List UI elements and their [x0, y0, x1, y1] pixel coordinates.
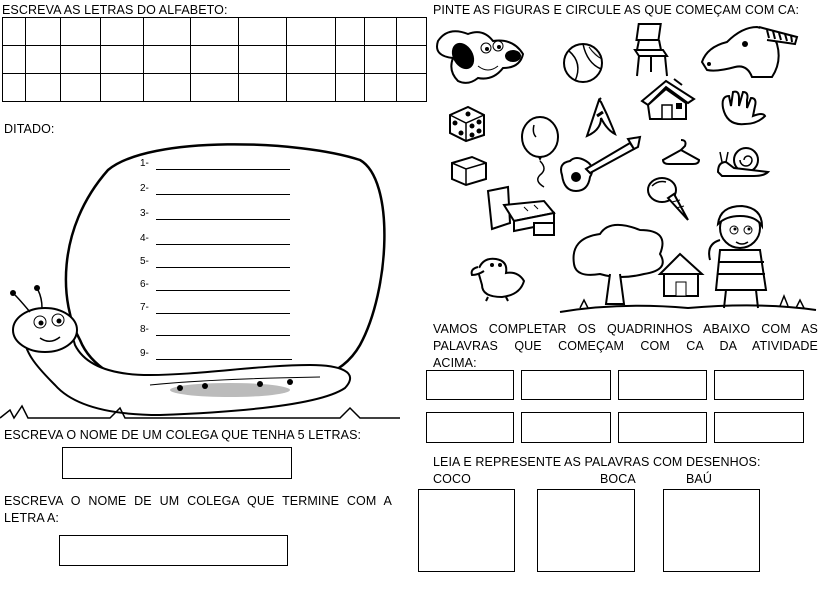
answer-box[interactable]: [714, 370, 804, 400]
grid-cell[interactable]: [26, 46, 61, 74]
dictation-line[interactable]: [140, 233, 290, 247]
dictation-line-rule: [156, 244, 290, 245]
answer-box[interactable]: [618, 370, 707, 400]
colleague-ends-a-answer-box[interactable]: [59, 535, 288, 566]
grid-cell[interactable]: [26, 18, 61, 46]
word-coco: COCO: [433, 472, 471, 486]
dictation-line-number: 9-: [140, 348, 149, 359]
grid-cell[interactable]: [365, 18, 397, 46]
dictation-line-number: 4-: [140, 233, 149, 244]
boy-icon: [560, 204, 818, 320]
grid-cell[interactable]: [144, 74, 191, 102]
ball-icon: [561, 41, 605, 85]
dictation-line[interactable]: [140, 324, 290, 338]
dictation-line[interactable]: [140, 158, 290, 172]
grid-cell[interactable]: [101, 18, 144, 46]
colleague-5-letters-answer-box[interactable]: [62, 447, 292, 479]
dictation-line-rule: [156, 169, 290, 170]
complete-instruction-line2: PALAVRAS QUE COMEÇAM COM CA DA ATIVIDADE: [433, 339, 818, 353]
grid-cell[interactable]: [336, 74, 365, 102]
dictation-line-number: 7-: [140, 302, 149, 313]
grid-cell[interactable]: [191, 74, 239, 102]
dictation-line-number: 8-: [140, 324, 149, 335]
box-icon: [450, 153, 488, 187]
alphabet-grid: [2, 17, 427, 102]
grid-cell[interactable]: [3, 18, 26, 46]
chair-icon: [631, 22, 671, 78]
dictation-line-rule: [156, 219, 290, 220]
house-icon: [638, 77, 698, 123]
dictation-title: DITADO:: [4, 122, 55, 136]
dog-icon: [428, 26, 528, 88]
grid-cell[interactable]: [287, 46, 336, 74]
glove-icon: [717, 88, 769, 128]
grid-cell[interactable]: [239, 46, 287, 74]
grid-cell[interactable]: [287, 74, 336, 102]
dictation-line[interactable]: [140, 279, 290, 293]
grid-cell[interactable]: [365, 74, 397, 102]
answer-box[interactable]: [618, 412, 707, 443]
dictation-line-number: 5-: [140, 256, 149, 267]
drawing-box-bau[interactable]: [663, 489, 760, 572]
grid-cell[interactable]: [287, 18, 336, 46]
grid-cell[interactable]: [26, 74, 61, 102]
guitar-icon: [556, 135, 642, 197]
dictation-line-rule: [156, 359, 292, 360]
grid-cell[interactable]: [365, 46, 397, 74]
grid-cell[interactable]: [3, 74, 26, 102]
dictation-line[interactable]: [140, 256, 290, 270]
dictation-line-rule: [156, 267, 290, 268]
word-bau: BAÚ: [686, 472, 713, 486]
colleague-ends-a-label-line2: LETRA A:: [4, 511, 59, 525]
dictation-line-number: 2-: [140, 183, 149, 194]
duck-icon: [468, 249, 528, 301]
word-boca: BOCA: [600, 472, 636, 486]
banana-icon: [583, 98, 617, 140]
grid-cell[interactable]: [191, 18, 239, 46]
grid-cell[interactable]: [239, 18, 287, 46]
paint-title: PINTE AS FIGURAS E CIRCULE AS QUE COMEÇAM COM CA:: [433, 3, 800, 17]
horse-icon: [697, 22, 805, 82]
read-represent-title: LEIA E REPRESENTE AS PALAVRAS COM DESENHOS:: [433, 455, 761, 469]
answer-box[interactable]: [426, 412, 514, 443]
grid-cell[interactable]: [101, 74, 144, 102]
grid-cell[interactable]: [61, 18, 101, 46]
dictation-line-number: 3-: [140, 208, 149, 219]
dictation-line-rule: [156, 335, 290, 336]
drawing-box-coco[interactable]: [418, 489, 515, 572]
answer-box[interactable]: [521, 412, 611, 443]
grid-cell[interactable]: [397, 18, 427, 46]
grid-cell[interactable]: [3, 46, 26, 74]
answer-box[interactable]: [714, 412, 804, 443]
drawing-box-boca[interactable]: [537, 489, 635, 572]
grid-cell[interactable]: [397, 46, 427, 74]
dice-icon: [446, 103, 488, 143]
grid-cell[interactable]: [101, 46, 144, 74]
answer-box[interactable]: [521, 370, 611, 400]
grid-cell[interactable]: [144, 46, 191, 74]
dictation-line[interactable]: [140, 302, 290, 316]
dictation-line[interactable]: [140, 348, 292, 362]
complete-instruction-line1: VAMOS COMPLETAR OS QUADRINHOS ABAIXO COM AS: [433, 322, 818, 336]
dictation-line[interactable]: [140, 208, 290, 222]
dictation-line-rule: [156, 313, 290, 314]
colleague-5-letters-label: ESCREVA O NOME DE UM COLEGA QUE TENHA 5 LETRAS:: [4, 428, 362, 442]
dictation-line-rule: [156, 194, 290, 195]
grid-cell[interactable]: [239, 74, 287, 102]
dictation-line[interactable]: [140, 183, 290, 197]
dictation-line-number: 1-: [140, 158, 149, 169]
alphabet-title: ESCREVA AS LETRAS DO ALFABETO:: [2, 3, 228, 17]
hanger-icon: [661, 136, 701, 166]
grid-cell[interactable]: [336, 46, 365, 74]
grid-cell[interactable]: [397, 74, 427, 102]
snail-icon: [714, 146, 770, 178]
complete-instruction-line3: ACIMA:: [433, 356, 477, 370]
dictation-line-number: 6-: [140, 279, 149, 290]
grid-cell[interactable]: [61, 74, 101, 102]
grid-cell[interactable]: [191, 46, 239, 74]
grid-cell[interactable]: [144, 18, 191, 46]
grid-cell[interactable]: [336, 18, 365, 46]
answer-box[interactable]: [426, 370, 514, 400]
bed-icon: [484, 183, 560, 239]
dictation-line-rule: [156, 290, 290, 291]
grid-cell[interactable]: [61, 46, 101, 74]
colleague-ends-a-label-line1: ESCREVA O NOME DE UM COLEGA QUE TERMINE COM A: [4, 494, 392, 508]
